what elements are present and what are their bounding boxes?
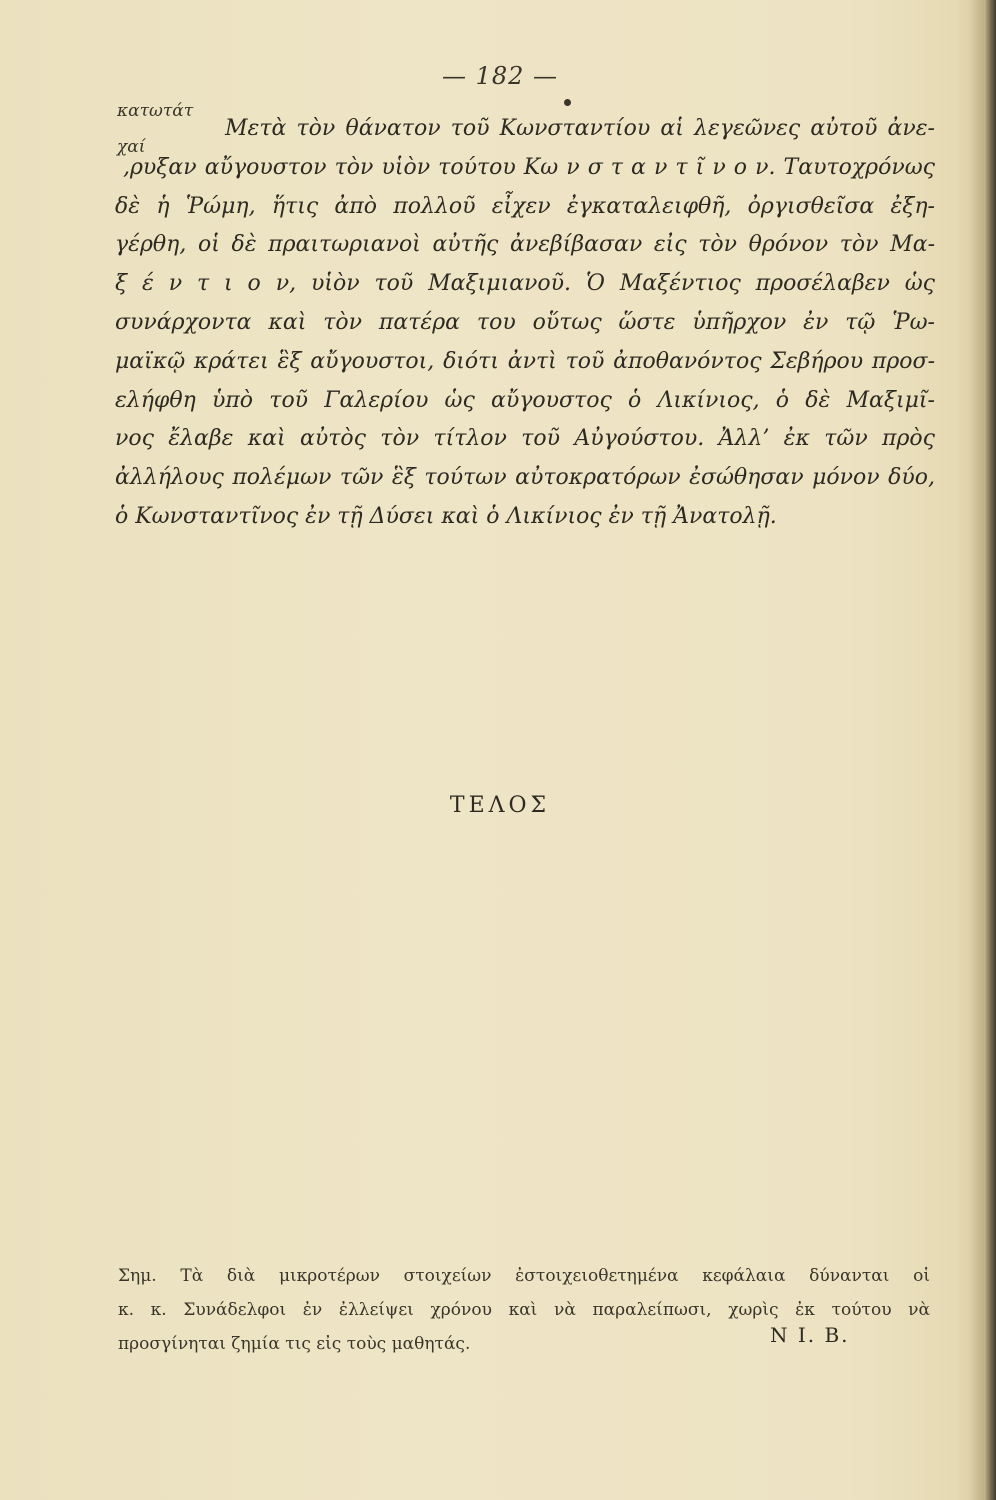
body-line: ἀλλήλους πολέμων τῶν ἓξ τούτων αὐτοκρατόρων ἐσώθησαν μόνον δύο, (115, 465, 935, 491)
body-line: νος ἔλαβε καὶ αὐτὸς τὸν τίτλον τοῦ Αὐγούστου. Ἀλλ’ ἐκ τῶν πρὸς (115, 426, 935, 452)
body-line: δὲ ἡ Ῥώμη, ἥτις ἀπὸ πολλοῦ εἶχεν ἐγκαταλειφθῆ, ὀργισθεῖσα ἐξη- (115, 193, 935, 219)
margin-note: χαί (117, 137, 146, 157)
page-number: — 182 — (441, 62, 559, 90)
footnote-line: προσγίνηται ζημία τις εἰς τοὺς μαθητάς. (118, 1334, 471, 1354)
ink-spot (564, 99, 571, 106)
page-edge-shadow (970, 0, 984, 1500)
body-line: ὁ Κωνσταντῖνος ἐν τῇ Δύσει καὶ ὁ Λικίνιος ἐν τῇ Ἀνατολῇ. (115, 503, 777, 529)
margin-note: κατωτάτ (117, 101, 194, 121)
body-line: γέρθη, οἱ δὲ πραιτωριανοὶ αὐτῆς ἀνεβίβασαν εἰς τὸν θρόνον τὸν Μα- (115, 232, 935, 258)
body-line: Μετὰ τὸν θάνατον τοῦ Κωνσταντίου αἱ λεγεῶνες αὐτοῦ ἀνε- (225, 116, 935, 141)
body-line: ελήφθη ὑπὸ τοῦ Γαλερίου ὡς αὔγουστος ὁ Λικίνιος, ὁ δὲ Μαξιμῖ- (115, 387, 935, 413)
page-binding-edge (984, 0, 996, 1500)
footnote-line: Σημ. Τὰ διὰ μικροτέρων στοιχείων ἐστοιχειοθετημένα κεφάλαια δύνανται οἱ (118, 1266, 930, 1286)
body-line: μαϊκῷ κράτει ἓξ αὔγουστοι, διότι ἀντὶ τοῦ ἀποθανόντος Σεβήρου προσ- (115, 348, 935, 374)
end-mark: ΤΕΛΟΣ (449, 793, 551, 818)
body-paragraph (115, 110, 935, 537)
author-initials: Ν Ι. Β. (770, 1323, 850, 1347)
footnote-line: κ. κ. Συνάδελφοι ἐν ἐλλείψει χρόνου καὶ νὰ παραλείπωσι, χωρὶς ἐκ τούτου νὰ (118, 1300, 930, 1320)
body-line: συνάρχοντα καὶ τὸν πατέρα του οὕτως ὥστε ὑπῆρχον ἐν τῷ Ῥω- (115, 309, 935, 335)
body-line: ,ρυξαν αὔγουστον τὸν υἱὸν τούτου Κω ν σ τ α ν τ ῖ ν ο ν. Ταυτοχρόνως (123, 154, 935, 180)
body-line: ξ έ ν τ ι ο ν, υἱὸν τοῦ Μαξιμιανοῦ. Ὁ Μαξέντιος προσέλαβεν ὡς (115, 271, 935, 297)
